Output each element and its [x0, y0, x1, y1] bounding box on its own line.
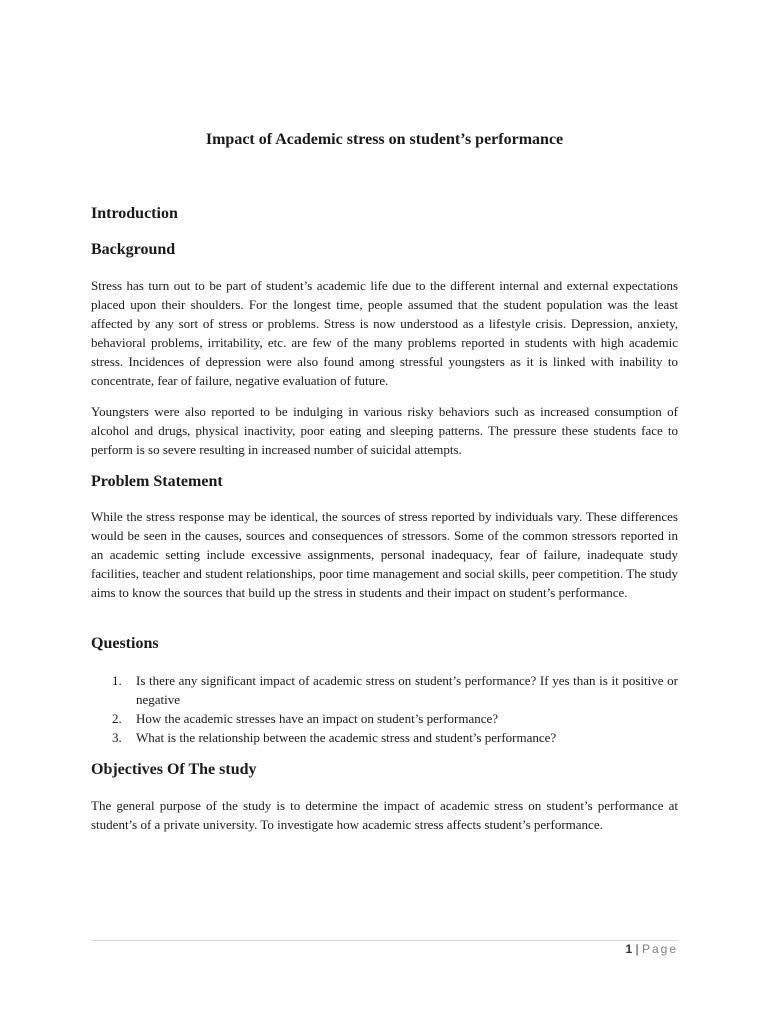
background-paragraph-1: Stress has turn out to be part of student’s academic life due to the different internal and external expectations placed upon their shoulders. For the longest time, people assumed that the student population was the least affected by any sort of stress or problems. Stress is now understood as a lifestyle crisis. Depression, anxiety, behavioral problems, irritability, etc. are few of the many problems reported in students with high academic stress. Incidences of depression were also found among stressful youngsters as it is linked with inability to concentrate, fear of failure, negative evaluation of future.: [91, 278, 678, 388]
list-item-text: Is there any significant impact of academic stress on student’s performance? If yes than is it positive or negative: [136, 673, 678, 707]
page-separator: |: [635, 942, 639, 956]
problem-statement-paragraph: While the stress response may be identical, the sources of stress reported by individuals vary. These differences would be seen in the causes, sources and consequences of stressors. Some of the common stressors reported in an academic setting include excessive assignments, personal inadequacy, fear of failure, inadequate study facilities, teacher and student relationships, poor time management and social skills, peer competition. The study aims to know the sources that build up the stress in students and their impact on student’s performance.: [91, 509, 678, 600]
questions-heading: Questions: [91, 635, 159, 652]
list-item-number: 2.: [112, 711, 122, 726]
objectives-heading: Objectives Of The study: [91, 761, 257, 778]
list-item: [91, 728, 678, 747]
questions-list: [91, 671, 678, 747]
page-label: Page: [641, 942, 678, 956]
list-item-text: How the academic stresses have an impact on student’s performance?: [136, 711, 499, 726]
background-paragraph-2: Youngsters were also reported to be indulging in various risky behaviors such as increased consumption of alcohol and drugs, physical inactivity, poor eating and sleeping patterns. The pressure these students face to perform is so severe resulting in increased number of suicidal attempts.: [91, 404, 678, 457]
page-footer: [625, 942, 678, 956]
objectives-paragraph: The general purpose of the study is to determine the impact of academic stress on student’s performance at student’s of a private university. To investigate how academic stress affects student’s performance.: [91, 798, 678, 832]
list-item-number: 1.: [112, 673, 122, 688]
footer-divider: [91, 940, 678, 941]
page-number: 1: [625, 942, 633, 956]
list-item-number: 3.: [112, 730, 122, 745]
introduction-heading: Introduction: [91, 205, 178, 222]
list-item: [91, 671, 678, 709]
list-item: [91, 709, 678, 728]
list-item-text: What is the relationship between the academic stress and student’s performance?: [136, 730, 557, 745]
background-heading: Background: [91, 241, 176, 258]
problem-statement-heading: Problem Statement: [91, 473, 223, 490]
document-title: Impact of Academic stress on student’s performance: [205, 131, 564, 148]
